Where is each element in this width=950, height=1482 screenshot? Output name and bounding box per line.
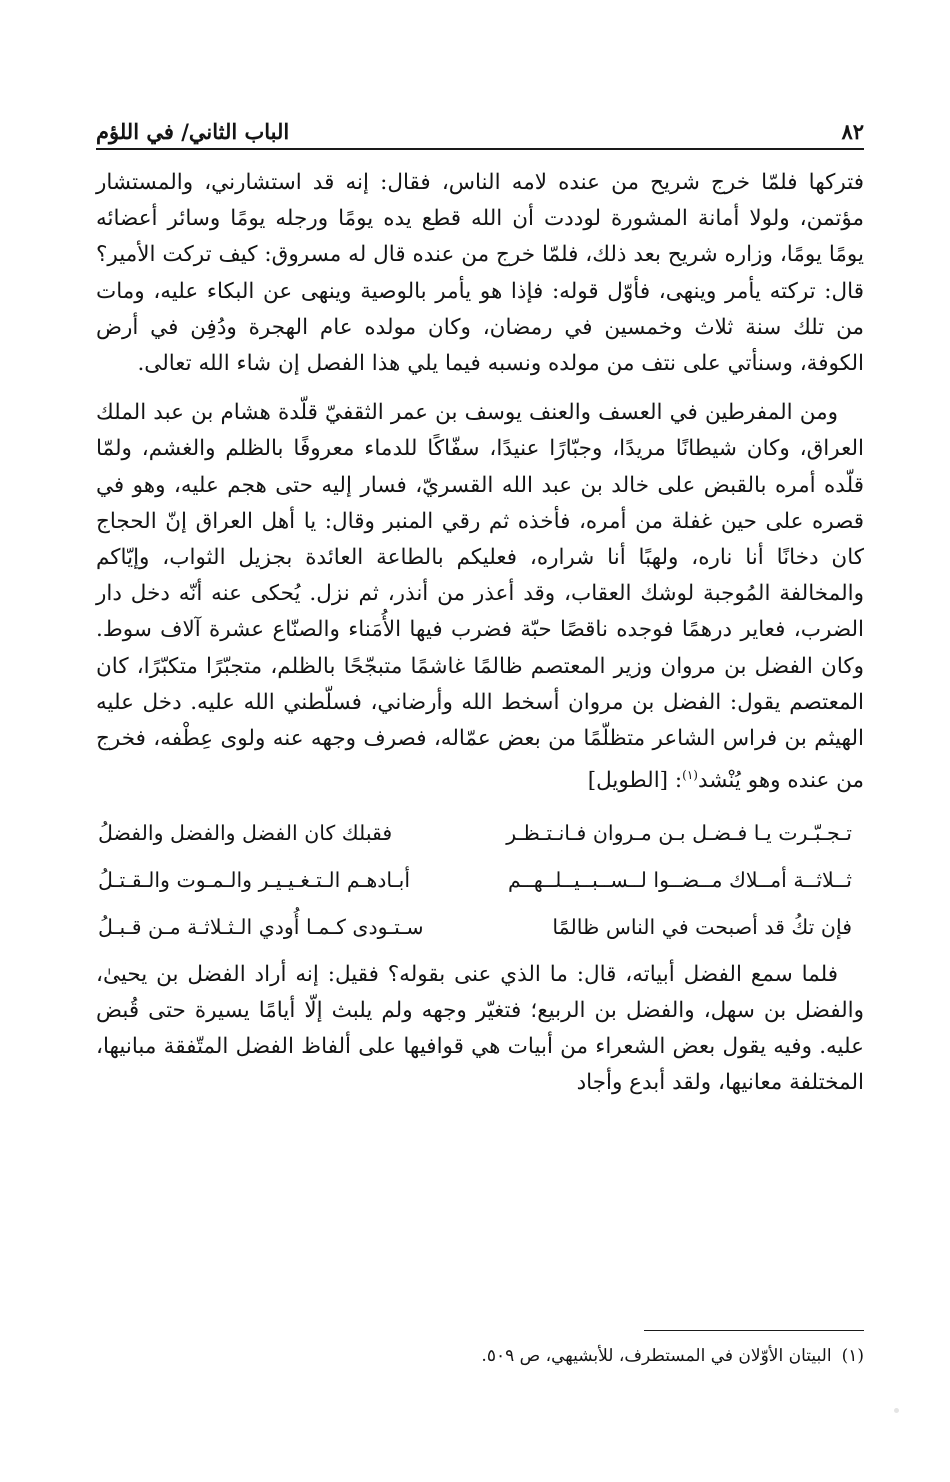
verse-first-hemistich: فإن تكُ قد أصبحت في الناس ظالمًا — [552, 914, 852, 939]
footnote-reference[interactable]: (١) — [682, 768, 698, 783]
footnote-divider — [644, 1330, 864, 1331]
verse-first-hemistich: تـجـبّـرت يـا فـضـل بـن مـروان فـانـتـظـر — [506, 820, 852, 845]
paragraph-yusuf-text: ومن المفرطين في العسف والعنف يوسف بن عمر الثقفيّ قلّدة هشام بن عبد الملك العراق، وكان شيطانًا مريدًا، وجبّارًا عنيدًا، سفّاكًا للدماء معروفًا بالظلم والغشم، ولمّا قلّده أمره بالقبض على خالد بن عبد الله القسريّ، فسار إليه حتى هجم عليه، وهو في قصره على حين غفلة من أمره، فأخذه ثم رقي المنبر وقال: يا أهل العراق إنّ الحجاج كان دخانًا أنا ناره، ولهبًا أنا شراره، فعليكم بالطاعة العائدة بجزيل الثواب، وإيّاكم والمخالفة المُوجبة لوشك العقاب، وقد أعذر من أنذر، ثم نزل. يُحكى عنه أنّه دخل دار الضرب، فعاير درهمًا فوجده ناقصًا حبّة فضرب فيها الأُمَناء والصنّاع عشرة آلاف سوط. وكان الفضل بن مروان وزير المعتصم ظالمًا غاشمًا متبجّحًا بالظلم، متجبّرًا متكبّرًا، كان المعتصم يقول: الفضل بن مروان أسخط الله وأرضاني، فسلّطني الله عليه. دخل عليه الهيثم بن فراس الشاعر متظلّمًا من بعض عمّاله، فصرف وجهه عنه ولوى عِطْفه، فخرج من عنده وهو يُنْشد — [96, 400, 864, 794]
footnote-text: البيتان الأوّلان في المستطرف، للأبشيهي، ص ٥٠٩. — [481, 1346, 832, 1366]
footnote — [96, 1342, 864, 1370]
verse-second-hemistich: أبـادهـم الـتـغـيـيـر والـمـوت والـقـتـلُ — [98, 867, 411, 892]
main-text — [96, 165, 864, 1101]
verse-first-hemistich: ثــلاثــة أمــلاك مــضــوا لــســبــيــلــهــم — [508, 867, 852, 892]
verse-second-hemistich: فقبلك كان الفضل والفضل والفضلُ — [98, 820, 393, 845]
poem-verse-2 — [96, 857, 864, 904]
page-number: ٨٢ — [841, 119, 864, 144]
footnote-number: (١) — [841, 1346, 864, 1366]
running-header — [96, 110, 864, 144]
paragraph-al-fadl: فلما سمع الفضل أبياته، قال: ما الذي عنى بقوله؟ فقيل: إنه أراد الفضل بن يحيىٰ، والفضل بن سهل، والفضل بن الربيع؛ فتغيّر وجهه ولم يلبث إلّا أيامًا يسيرة حتى قُبض عليه. وفيه يقول بعض الشعراء من أبيات هي قوافيها على ألفاظ الفضل المتّفقة مبانيها، المختلفة معانيها، ولقد أبدع وأجاد — [96, 961, 864, 1096]
book-page — [96, 0, 864, 1482]
chapter-title: الباب الثاني/ في اللؤم — [96, 119, 290, 144]
paragraph-shurayh: فتركها فلمّا خرج شريح من عنده لامه الناس، فقال: إنه قد استشارني، والمستشار مؤتمن، ولولا أمانة المشورة لوددت أن الله قطع يده يومًا ورجله يومًا وسائر أعضائه يومًا يومًا، وزاره شريح بعد ذلك، فلمّا خرج من عنده قال له مسروق: كيف تركت الأمير؟ قال: تركته يأمر وينهى، فأوّل قوله: فإذا هو يأمر بالوصية وينهى عن البكاء عليه، ومات من تلك سنة ثلاث وخمسين في رمضان، وكان مولده عام الهجرة ودُفِن في أرض الكوفة، وسنأتي على نتف من مولده ونسبه فيما يلي هذا الفصل إن شاء الله تعالى. — [96, 170, 864, 377]
paragraph-yusuf-ibn-umar — [96, 395, 864, 799]
paragraph-gap — [96, 382, 864, 395]
poem-verse-3 — [96, 904, 864, 951]
meter-label: : [الطويل] — [587, 768, 683, 794]
poem-block — [96, 810, 864, 951]
header-divider — [96, 148, 864, 150]
poem-verse-1 — [96, 810, 864, 857]
verse-second-hemistich: سـتـودى كـمـا أُودي الـثـلاثـة مـن قـبـلُ — [98, 914, 424, 939]
scan-speck — [894, 1408, 899, 1413]
